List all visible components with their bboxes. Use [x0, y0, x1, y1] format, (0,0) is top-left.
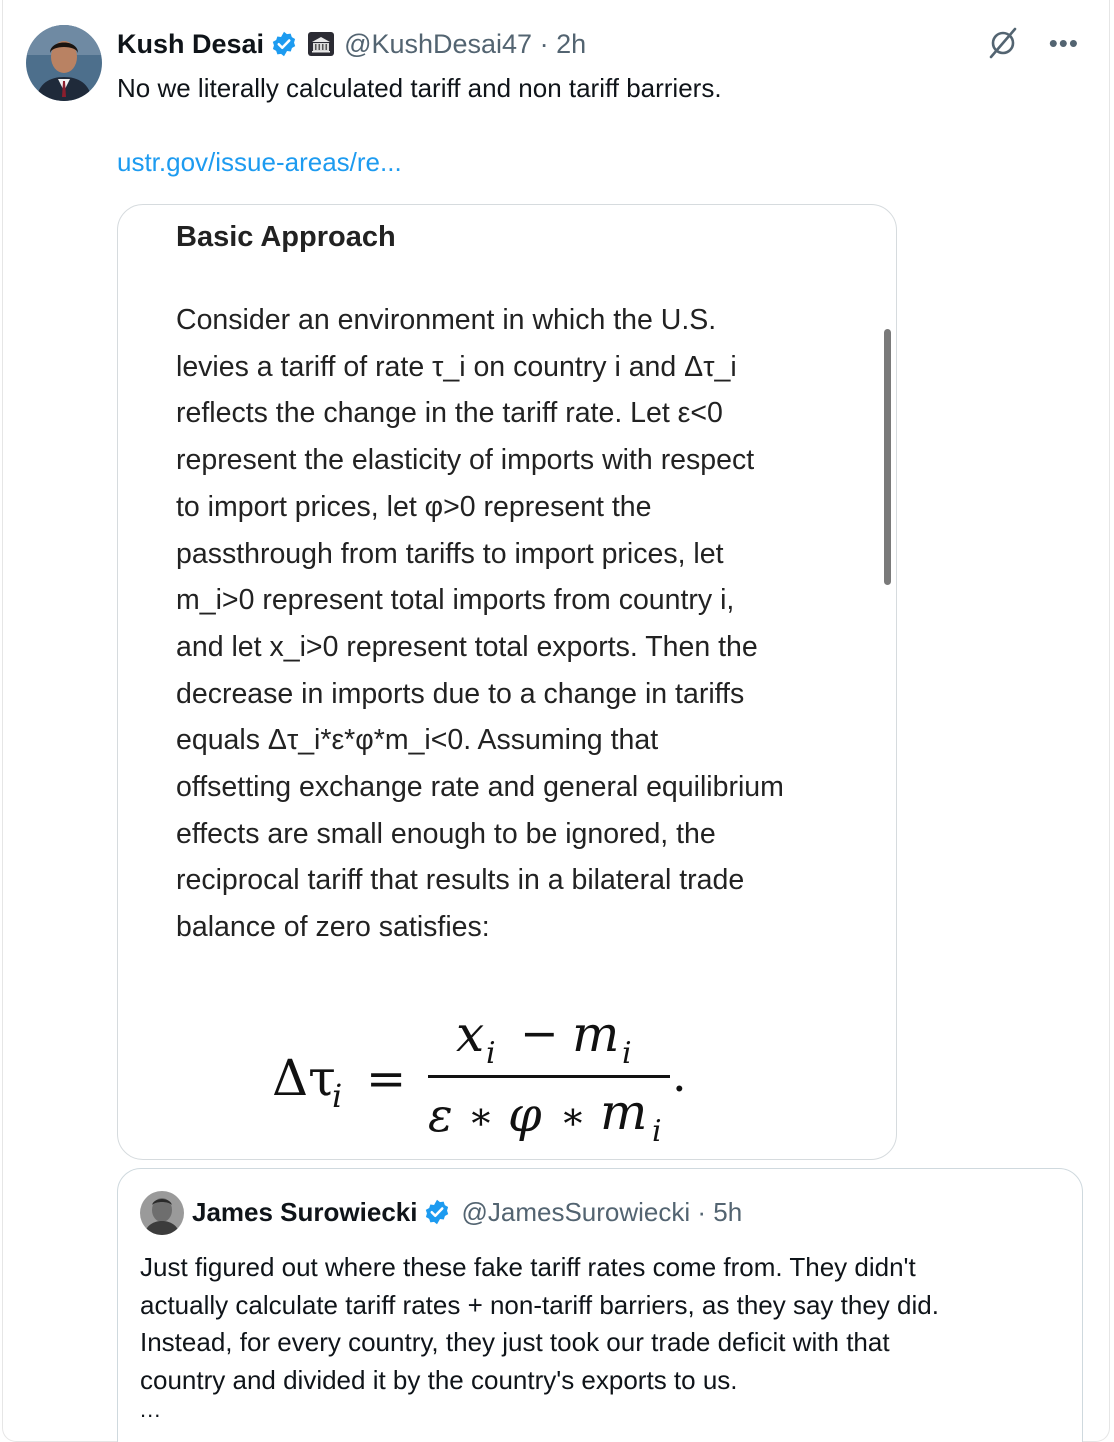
formula-star-1: ∗ — [468, 1094, 494, 1138]
media-scrollbar — [884, 329, 891, 585]
more-icon[interactable]: ••• — [1048, 28, 1079, 58]
formula-period: . — [672, 1048, 687, 1102]
media-line: offsetting exchange rate and general equilibrium — [176, 771, 784, 804]
formula-num-m: m — [572, 1005, 620, 1063]
tweet[interactable] — [2, 0, 1110, 1442]
formula-minus: − — [520, 1006, 559, 1060]
media-title: Basic Approach — [176, 221, 396, 253]
media-line: effects are small enough to be ignored, the — [176, 817, 716, 850]
media-line: levies a tariff of rate τ_i on country i and Δτ_i — [176, 350, 737, 383]
media-line: reflects the change in the tariff rate. Let ε<0 — [176, 397, 723, 430]
quoted-text-line: Instead, for every country, they just took our trade deficit with that — [140, 1327, 890, 1357]
quoted-tweet-time[interactable]: 5h — [713, 1196, 743, 1227]
media-body — [176, 297, 866, 951]
quoted-author-avatar[interactable] — [140, 1191, 184, 1235]
quoted-text-line: actually calculate tariff rates + non-tariff barriers, as they say they did. — [140, 1289, 939, 1320]
formula-fraction-bar — [428, 1075, 670, 1078]
quoted-author-name[interactable]: James Surowiecki — [192, 1196, 418, 1227]
media-line: m_i>0 represent total imports from country i, — [176, 584, 735, 617]
media-line: and let x_i>0 represent total exports. Then the — [176, 630, 758, 663]
formula-den-m: m — [600, 1083, 648, 1141]
author-avatar[interactable] — [26, 25, 102, 101]
media-line: reciprocal tariff that results in a bilateral trade — [176, 864, 745, 897]
quoted-tweet[interactable] — [117, 1168, 1083, 1442]
tweet-header — [117, 27, 586, 61]
formula-num-x: x — [456, 1005, 485, 1063]
formula-den-phi: φ — [508, 1087, 542, 1143]
formula-star-2: ∗ — [560, 1094, 586, 1138]
media-line: represent the elasticity of imports with respect — [176, 444, 755, 477]
tweet-actions-top — [987, 26, 1079, 60]
formula-lhs-sub: i — [332, 1077, 343, 1115]
quoted-author-handle[interactable]: @JamesSurowiecki · 5h — [461, 1196, 743, 1227]
quoted-text-line: country and divided it by the country's exports to us. — [140, 1364, 738, 1395]
media-line: balance of zero satisfies: — [176, 911, 490, 944]
tweet-time[interactable]: 2h — [556, 28, 587, 59]
media-line: Consider an environment in which the U.S. — [176, 304, 717, 336]
formula-den-m-sub: i — [652, 1114, 662, 1149]
author-name[interactable]: Kush Desai — [117, 28, 265, 59]
quoted-tweet-header — [192, 1195, 742, 1229]
white-house-affiliation-icon[interactable] — [308, 32, 334, 56]
quoted-tweet-text — [140, 1249, 1060, 1399]
quoted-text-line: Just figured out where these fake tariff rates come from. They didn't — [140, 1252, 916, 1282]
media-line: decrease in imports due to a change in tariffs — [176, 677, 745, 710]
formula-den-eps: ε — [428, 1088, 453, 1142]
media-line: to import prices, let φ>0 represent the — [176, 490, 652, 523]
media-line: equals Δτ_i*ε*φ*m_i<0. Assuming that — [176, 724, 659, 757]
tweet-link[interactable]: ustr.gov/issue-areas/re... — [117, 147, 402, 177]
tweet-media-image[interactable] — [117, 204, 897, 1160]
tariff-formula — [268, 1001, 698, 1151]
media-line: passthrough from tariffs to import prices, let — [176, 537, 724, 570]
author-handle[interactable]: @KushDesai47 · 2h — [344, 28, 587, 59]
formula-equals: = — [366, 1051, 407, 1107]
formula-lhs: Δτ — [272, 1049, 336, 1107]
grok-icon[interactable] — [987, 26, 1019, 60]
tweet-text: No we literally calculated tariff and non tariff barriers. — [117, 73, 722, 103]
quoted-tweet-truncation: ... — [140, 1397, 162, 1422]
formula-num-m-sub: i — [622, 1036, 632, 1071]
verified-badge-icon[interactable] — [270, 30, 298, 58]
verified-badge-icon[interactable] — [423, 1198, 451, 1226]
formula-num-x-sub: i — [486, 1036, 496, 1071]
